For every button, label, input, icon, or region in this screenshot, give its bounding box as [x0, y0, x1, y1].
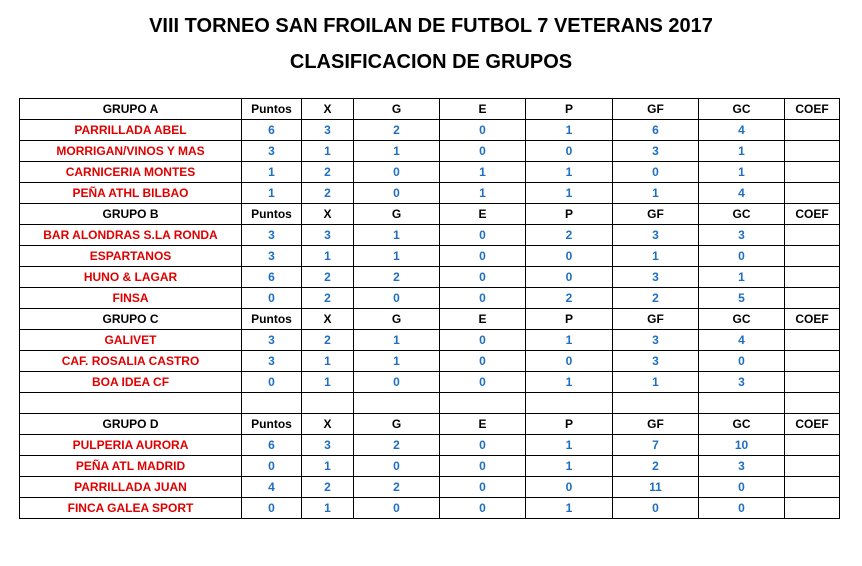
- table-row: [20, 330, 840, 351]
- stat-x: 2: [302, 267, 354, 288]
- stat-g: 0: [354, 372, 440, 393]
- group-header-row: [20, 204, 840, 225]
- stat-gf: 3: [613, 351, 699, 372]
- column-header-p: P: [526, 99, 613, 120]
- stat-p: 0: [526, 477, 613, 498]
- stat-gc: 0: [699, 477, 785, 498]
- stat-puntos: 0: [242, 456, 302, 477]
- team-name: CAF. ROSALIA CASTRO: [20, 351, 242, 372]
- stat-x: 3: [302, 435, 354, 456]
- stat-p: 1: [526, 498, 613, 519]
- stat-gf: 3: [613, 225, 699, 246]
- team-name: FINCA GALEA SPORT: [20, 498, 242, 519]
- stat-e: 0: [440, 477, 526, 498]
- stat-puntos: 0: [242, 498, 302, 519]
- stat-gf: 2: [613, 288, 699, 309]
- table-row: [20, 372, 840, 393]
- table-row: [20, 162, 840, 183]
- column-header-x: X: [302, 309, 354, 330]
- stat-e: 0: [440, 288, 526, 309]
- stat-e: 0: [440, 141, 526, 162]
- group-header-row: [20, 309, 840, 330]
- stat-x: 3: [302, 120, 354, 141]
- stat-x: 1: [302, 141, 354, 162]
- stat-x: 1: [302, 372, 354, 393]
- stat-g: 2: [354, 477, 440, 498]
- stat-g: 2: [354, 267, 440, 288]
- column-header-x: X: [302, 414, 354, 435]
- column-header-e: E: [440, 204, 526, 225]
- table-row: [20, 477, 840, 498]
- stat-coef: [785, 330, 840, 351]
- stat-e: 1: [440, 183, 526, 204]
- empty-cell: [440, 393, 526, 414]
- team-name: BAR ALONDRAS S.LA RONDA: [20, 225, 242, 246]
- stat-gc: 4: [699, 183, 785, 204]
- stat-coef: [785, 141, 840, 162]
- stat-gf: 7: [613, 435, 699, 456]
- stat-p: 2: [526, 225, 613, 246]
- stat-puntos: 3: [242, 246, 302, 267]
- stat-e: 0: [440, 456, 526, 477]
- column-header-g: G: [354, 204, 440, 225]
- column-header-e: E: [440, 309, 526, 330]
- stat-g: 1: [354, 330, 440, 351]
- stat-e: 0: [440, 351, 526, 372]
- page-title: VIII TORNEO SAN FROILAN DE FUTBOL 7 VETERANS 2017: [149, 15, 713, 37]
- team-name: PULPERIA AURORA: [20, 435, 242, 456]
- column-header-gf: GF: [613, 414, 699, 435]
- empty-cell: [302, 393, 354, 414]
- stat-coef: [785, 162, 840, 183]
- column-header-p: P: [526, 414, 613, 435]
- stat-gf: 11: [613, 477, 699, 498]
- stat-p: 0: [526, 246, 613, 267]
- team-name: PEÑA ATHL BILBAO: [20, 183, 242, 204]
- stat-gc: 1: [699, 267, 785, 288]
- stat-g: 2: [354, 120, 440, 141]
- stat-puntos: 3: [242, 330, 302, 351]
- stat-coef: [785, 372, 840, 393]
- stat-x: 3: [302, 225, 354, 246]
- stat-x: 2: [302, 330, 354, 351]
- column-header-gf: GF: [613, 99, 699, 120]
- stat-gf: 3: [613, 267, 699, 288]
- stat-gc: 0: [699, 498, 785, 519]
- team-name: PEÑA ATL MADRID: [20, 456, 242, 477]
- stat-puntos: 6: [242, 435, 302, 456]
- stat-g: 0: [354, 498, 440, 519]
- team-name: GALIVET: [20, 330, 242, 351]
- stat-coef: [785, 183, 840, 204]
- stat-x: 2: [302, 477, 354, 498]
- stat-x: 1: [302, 498, 354, 519]
- stat-g: 2: [354, 435, 440, 456]
- column-header-coef: COEF: [785, 204, 840, 225]
- stat-e: 0: [440, 435, 526, 456]
- empty-cell: [354, 393, 440, 414]
- group-header-row: [20, 414, 840, 435]
- column-header-gc: GC: [699, 309, 785, 330]
- stat-p: 1: [526, 330, 613, 351]
- stat-g: 1: [354, 351, 440, 372]
- column-header-gf: GF: [613, 204, 699, 225]
- stat-g: 1: [354, 141, 440, 162]
- stat-p: 1: [526, 456, 613, 477]
- stat-p: 0: [526, 351, 613, 372]
- table-row: [20, 435, 840, 456]
- group-header-row: [20, 99, 840, 120]
- stat-g: 0: [354, 288, 440, 309]
- table-row: [20, 246, 840, 267]
- stat-p: 0: [526, 267, 613, 288]
- stat-puntos: 3: [242, 351, 302, 372]
- stat-p: 1: [526, 435, 613, 456]
- empty-cell: [785, 393, 840, 414]
- stat-gc: 3: [699, 225, 785, 246]
- stat-e: 0: [440, 246, 526, 267]
- stat-x: 2: [302, 162, 354, 183]
- stat-e: 1: [440, 162, 526, 183]
- stat-gc: 10: [699, 435, 785, 456]
- standings-body: [20, 99, 840, 519]
- stat-gf: 0: [613, 162, 699, 183]
- stat-p: 1: [526, 183, 613, 204]
- stat-puntos: 6: [242, 267, 302, 288]
- stat-gf: 1: [613, 246, 699, 267]
- stat-puntos: 4: [242, 477, 302, 498]
- stat-gf: 3: [613, 330, 699, 351]
- stat-x: 1: [302, 351, 354, 372]
- group-name: GRUPO A: [20, 99, 242, 120]
- stat-g: 0: [354, 162, 440, 183]
- column-header-gc: GC: [699, 99, 785, 120]
- column-header-puntos: Puntos: [242, 414, 302, 435]
- stat-p: 2: [526, 288, 613, 309]
- stat-e: 0: [440, 225, 526, 246]
- stat-gc: 3: [699, 456, 785, 477]
- stat-coef: [785, 456, 840, 477]
- stat-coef: [785, 498, 840, 519]
- column-header-gc: GC: [699, 204, 785, 225]
- stat-gf: 1: [613, 183, 699, 204]
- table-row: [20, 225, 840, 246]
- stat-puntos: 3: [242, 225, 302, 246]
- column-header-g: G: [354, 414, 440, 435]
- stat-coef: [785, 288, 840, 309]
- stat-e: 0: [440, 267, 526, 288]
- stat-puntos: 6: [242, 120, 302, 141]
- team-name: BOA IDEA CF: [20, 372, 242, 393]
- column-header-puntos: Puntos: [242, 204, 302, 225]
- table-row: [20, 456, 840, 477]
- group-name: GRUPO C: [20, 309, 242, 330]
- empty-cell: [699, 393, 785, 414]
- empty-cell: [526, 393, 613, 414]
- stat-gc: 3: [699, 372, 785, 393]
- table-row: [20, 267, 840, 288]
- table-row: [20, 498, 840, 519]
- column-header-g: G: [354, 309, 440, 330]
- stat-e: 0: [440, 498, 526, 519]
- stat-coef: [785, 267, 840, 288]
- stat-gc: 0: [699, 246, 785, 267]
- standings-table: [19, 98, 840, 519]
- stat-gc: 0: [699, 351, 785, 372]
- stat-puntos: 1: [242, 183, 302, 204]
- stat-gf: 6: [613, 120, 699, 141]
- page-subtitle: CLASIFICACION DE GRUPOS: [289, 51, 573, 73]
- stat-puntos: 0: [242, 288, 302, 309]
- stat-e: 0: [440, 120, 526, 141]
- table-row: [20, 120, 840, 141]
- column-header-x: X: [302, 204, 354, 225]
- stat-e: 0: [440, 372, 526, 393]
- team-name: MORRIGAN/VINOS Y MAS: [20, 141, 242, 162]
- stat-x: 2: [302, 183, 354, 204]
- column-header-x: X: [302, 99, 354, 120]
- empty-cell: [20, 393, 242, 414]
- table-row: [20, 351, 840, 372]
- stat-x: 2: [302, 288, 354, 309]
- table-row: [20, 141, 840, 162]
- column-header-p: P: [526, 204, 613, 225]
- spacer-row: [20, 393, 840, 414]
- stat-p: 1: [526, 120, 613, 141]
- column-header-gc: GC: [699, 414, 785, 435]
- empty-cell: [613, 393, 699, 414]
- stat-g: 1: [354, 246, 440, 267]
- column-header-p: P: [526, 309, 613, 330]
- stat-x: 1: [302, 456, 354, 477]
- table-row: [20, 183, 840, 204]
- column-header-coef: COEF: [785, 309, 840, 330]
- stat-gf: 0: [613, 498, 699, 519]
- team-name: CARNICERIA MONTES: [20, 162, 242, 183]
- stat-puntos: 1: [242, 162, 302, 183]
- stat-coef: [785, 351, 840, 372]
- stat-gf: 2: [613, 456, 699, 477]
- stat-gf: 1: [613, 372, 699, 393]
- stat-gc: 4: [699, 330, 785, 351]
- stat-coef: [785, 120, 840, 141]
- column-header-coef: COEF: [785, 99, 840, 120]
- group-name: GRUPO B: [20, 204, 242, 225]
- team-name: HUNO & LAGAR: [20, 267, 242, 288]
- stat-gc: 1: [699, 162, 785, 183]
- stat-puntos: 3: [242, 141, 302, 162]
- stat-x: 1: [302, 246, 354, 267]
- column-header-e: E: [440, 99, 526, 120]
- stat-coef: [785, 246, 840, 267]
- stat-puntos: 0: [242, 372, 302, 393]
- stat-g: 0: [354, 183, 440, 204]
- group-name: GRUPO D: [20, 414, 242, 435]
- stat-p: 1: [526, 372, 613, 393]
- column-header-puntos: Puntos: [242, 309, 302, 330]
- stat-coef: [785, 477, 840, 498]
- stat-e: 0: [440, 330, 526, 351]
- stat-gc: 1: [699, 141, 785, 162]
- stat-coef: [785, 225, 840, 246]
- column-header-puntos: Puntos: [242, 99, 302, 120]
- stat-g: 0: [354, 456, 440, 477]
- stat-gc: 4: [699, 120, 785, 141]
- empty-cell: [242, 393, 302, 414]
- team-name: FINSA: [20, 288, 242, 309]
- column-header-coef: COEF: [785, 414, 840, 435]
- stat-p: 0: [526, 141, 613, 162]
- stat-g: 1: [354, 225, 440, 246]
- stat-gc: 5: [699, 288, 785, 309]
- stat-p: 1: [526, 162, 613, 183]
- stat-coef: [785, 435, 840, 456]
- team-name: PARRILLADA ABEL: [20, 120, 242, 141]
- team-name: PARRILLADA JUAN: [20, 477, 242, 498]
- stat-gf: 3: [613, 141, 699, 162]
- column-header-gf: GF: [613, 309, 699, 330]
- column-header-g: G: [354, 99, 440, 120]
- column-header-e: E: [440, 414, 526, 435]
- table-row: [20, 288, 840, 309]
- team-name: ESPARTANOS: [20, 246, 242, 267]
